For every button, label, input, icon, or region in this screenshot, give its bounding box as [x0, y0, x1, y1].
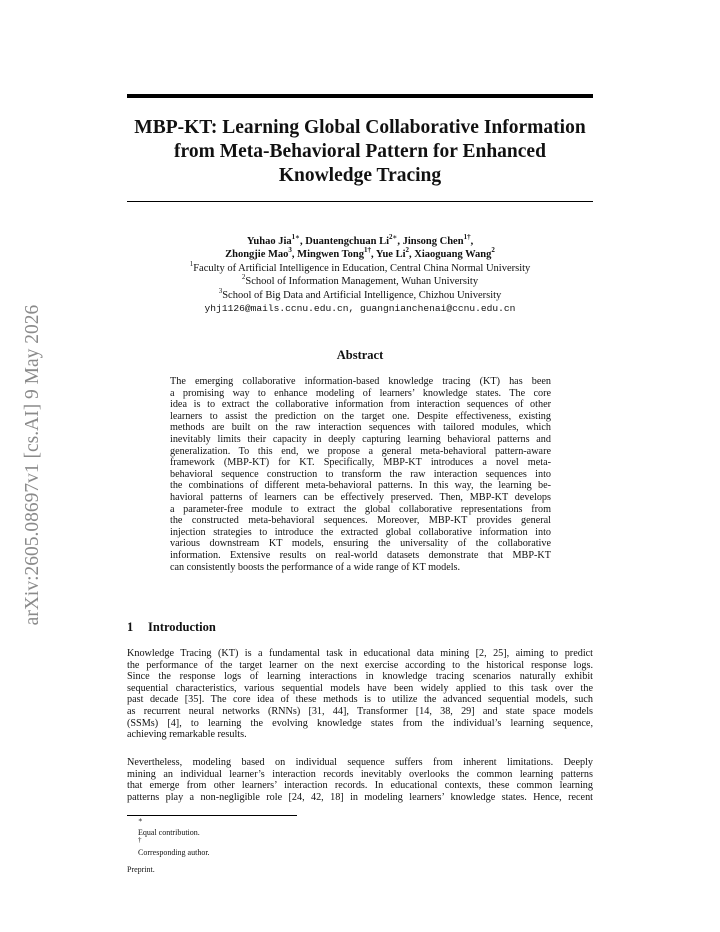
- abstract-line: the combinations of different meta-behavioral patterns. In this way, the learning be-: [170, 480, 551, 492]
- body-line: mining an individual learner’s interaction records inevitably overlooks the common learning patterns: [127, 768, 593, 780]
- affiliation-text: School of Big Data and Artificial Intelligence, Chizhou University: [222, 289, 502, 301]
- abstract-line: injection strategies to introduce the extracted global collaborative information into: [170, 526, 551, 538]
- author-name: , Mingwen Tong: [291, 249, 364, 261]
- title-top-rule: [127, 94, 593, 98]
- abstract-line: The emerging collaborative information-based knowledge tracing (KT) has been: [170, 376, 551, 387]
- affiliation-mark: 1: [189, 259, 194, 268]
- author-mark: 1∗: [291, 233, 300, 241]
- footnote: [138, 818, 210, 838]
- footnote-mark: ∗: [138, 816, 143, 824]
- footnote-text: Corresponding author.: [138, 848, 210, 857]
- abstract-body: [170, 376, 551, 573]
- affiliation: [127, 275, 593, 288]
- abstract-line: generalization. To this end, we propose a general meta-behavioral pattern-aware: [170, 445, 551, 457]
- affiliation-text: School of Information Management, Wuhan University: [245, 276, 479, 288]
- body-line: patterns play a non-negligible role [24, 42, 18] in modeling learners’ knowledge states. Hence, recent: [127, 791, 593, 803]
- author-emails[interactable]: yhj1126@mails.ccnu.edu.cn, guangnianchenai@ccnu.edu.cn: [204, 303, 516, 315]
- abstract-line: a parameter-free module to extract the global collaborative representations from: [170, 503, 551, 515]
- abstract-line: havioral patterns of learners can be effectively preserved. Then, MBP-KT develops: [170, 491, 551, 503]
- footnote-text: Equal contribution.: [138, 828, 200, 837]
- abstract-line: the constructed meta-behavioral sequences. Moreover, MBP-KT provides general: [170, 515, 551, 527]
- abstract-line: framework (MBP-KT) for KT. Specifically, MBP-KT introduces a novel meta-: [170, 457, 551, 469]
- body-line: Nevertheless, modeling based on individual sequence suffers from inherent limitations. Deeply: [127, 757, 593, 768]
- abstract-line: methods are built on the raw interaction sequences with tailored modules, which: [170, 422, 551, 434]
- paper-title: [127, 116, 593, 188]
- title-line: from Meta-Behavioral Pattern for Enhanced: [174, 141, 546, 162]
- author-mark: 3: [288, 246, 292, 255]
- footnote: [138, 838, 210, 858]
- arxiv-identifier-stamp: arXiv:2605.08697v1 [cs.AI] 9 May 2026: [22, 304, 43, 626]
- body-line: that emerge from other learners’ interaction records. In educational contexts, these common learning: [127, 780, 593, 792]
- author-mark: 2∗: [388, 233, 398, 241]
- abstract-line: inevitably limits their capacity in deeply capturing learning behavioral patterns and: [170, 433, 551, 445]
- abstract-line: various downstream KT models, ensuring the universality of the collaborative: [170, 538, 551, 550]
- abstract-line: learners to assist the prediction on the target one. Despite effectiveness, existing: [170, 410, 551, 422]
- title-bottom-rule: [127, 201, 593, 202]
- affiliation: [127, 259, 593, 275]
- abstract-heading: Abstract: [336, 348, 384, 362]
- body-line: (SSMs) [4], to learning the evolving knowledge states from the individual’s learning sequence,: [127, 717, 593, 729]
- author-name: Zhongjie Mao: [225, 249, 289, 261]
- section-number: 1: [127, 620, 134, 634]
- body-line: past decade [35]. The core idea of these methods is to utilize the advanced sequential models, such: [127, 694, 593, 706]
- body-line: achieving remarkable results.: [127, 729, 247, 741]
- body-line: Knowledge Tracing (KT) is a fundamental task in educational data mining [2, 25], aiming to predict: [127, 648, 593, 659]
- affiliation-mark: 3: [218, 286, 223, 295]
- intro-paragraph: [127, 648, 593, 741]
- body-line: Since the response logs of learning interactions in knowledge tracing scenarios naturally exhibit: [127, 671, 593, 683]
- author-name: , Yue Li: [370, 249, 406, 261]
- author-name: Yuhao Jia: [246, 236, 292, 247]
- author-mark: 2: [491, 246, 495, 255]
- author-line: [127, 248, 593, 261]
- abstract-line: idea is to extract the collaborative information from interaction sequences of other: [170, 399, 551, 411]
- footnote-rule: [127, 815, 297, 816]
- affiliation-text: Faculty of Artificial Intelligence in Education, Central China Normal University: [193, 262, 531, 274]
- preprint-label: Preprint.: [127, 865, 155, 874]
- author-line: [127, 235, 593, 248]
- abstract-line: can consistently boosts the performance of a wide range of KT models.: [170, 561, 461, 573]
- author-name: ,: [470, 236, 474, 247]
- author-block: [127, 235, 593, 315]
- author-mark: 2: [405, 246, 410, 255]
- body-line: the performance of the target learner on the next exercise according to the historical response logs.: [127, 659, 593, 671]
- author-mark: 1†: [363, 246, 371, 255]
- author-name: , Duantengchuan Li: [300, 236, 389, 247]
- section-heading: [127, 620, 216, 635]
- abstract-line: behavioral sequence construction to transform the raw interaction sequences into: [170, 468, 551, 480]
- abstract-line: information. Extensive results on real-world datasets demonstrate that MBP-KT: [170, 549, 551, 561]
- title-line: Knowledge Tracing: [278, 165, 442, 186]
- affiliation-mark: 2: [241, 273, 246, 282]
- author-mark: 1†: [463, 233, 471, 241]
- author-name: , Jinsong Chen: [397, 236, 464, 247]
- body-line: as recurrent neural networks (RNNs) [31, 44], Transformer [14, 38, 29] and state space models: [127, 705, 593, 717]
- abstract-line: a promising way to enhance modeling of learners’ knowledge states. The core: [170, 387, 551, 399]
- footnotes: [138, 818, 210, 858]
- body-line: sequential characteristics, various sequential models have been widely applied to this task over the: [127, 682, 593, 694]
- affiliation: [127, 286, 593, 302]
- author-name: , Xiaoguang Wang: [409, 249, 492, 261]
- intro-paragraph: [127, 757, 593, 803]
- title-line: MBP-KT: Learning Global Collaborative Information: [134, 117, 586, 138]
- footnote-mark: †: [138, 836, 142, 844]
- section-title: Introduction: [148, 620, 216, 634]
